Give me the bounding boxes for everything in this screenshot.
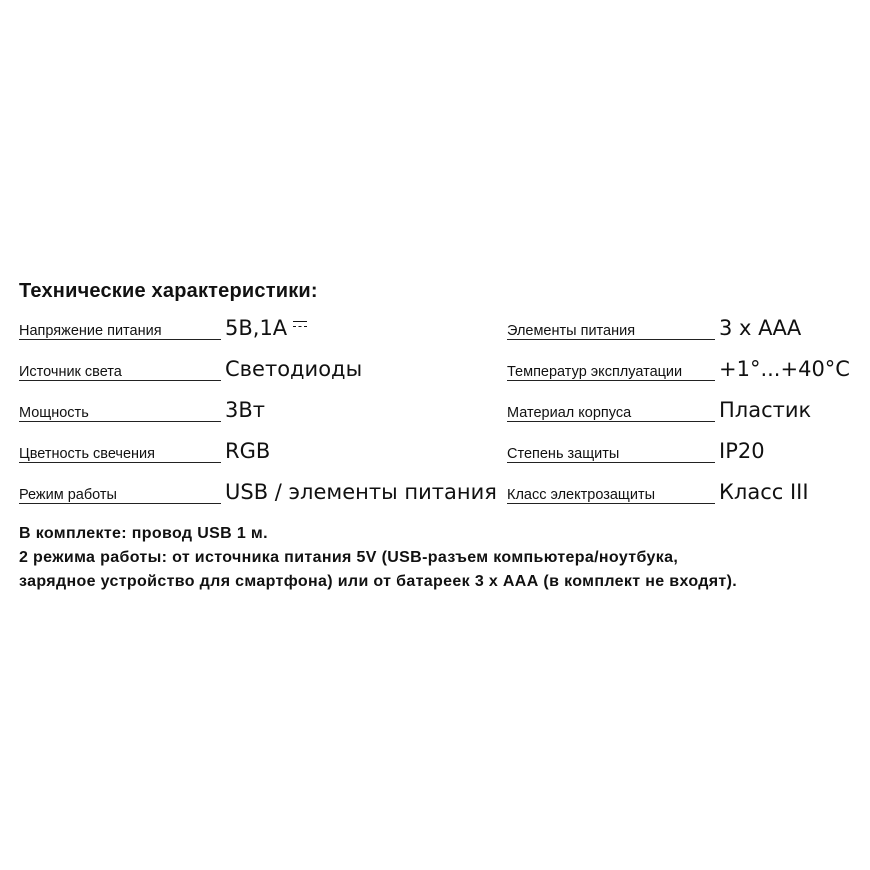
spec-value: RGB — [225, 439, 271, 463]
spec-row-protection — [507, 431, 857, 463]
spec-underline — [507, 380, 715, 381]
spec-label: Элементы питания — [507, 323, 636, 339]
spec-row-material — [507, 390, 857, 422]
spec-value: 3Вт — [225, 398, 266, 422]
spec-value: USB / элементы питания — [225, 480, 497, 504]
dc-current-icon — [293, 321, 307, 329]
package-notes — [19, 522, 864, 594]
spec-label: Напряжение питания — [19, 323, 162, 339]
spec-underline — [507, 339, 715, 340]
spec-underline — [19, 503, 221, 504]
spec-value: Класс III — [719, 480, 809, 504]
spec-value: +1°...+40°C — [719, 357, 850, 381]
spec-value: Пластик — [719, 398, 812, 422]
spec-value: IP20 — [719, 439, 765, 463]
spec-label: Мощность — [19, 405, 89, 421]
notes-line-2: 2 режима работы: от источника питания 5V (USB-разъем компьютера/ноутбука, — [19, 549, 679, 566]
spec-label: Класс электрозащиты — [507, 487, 656, 503]
spec-underline — [19, 339, 221, 340]
spec-underline — [19, 380, 221, 381]
spec-row-light-source — [19, 349, 489, 381]
spec-label: Материал корпуса — [507, 405, 632, 421]
spec-underline — [507, 421, 715, 422]
spec-value: 5В,1А — [225, 316, 307, 340]
spec-underline — [507, 503, 715, 504]
spec-underline — [19, 421, 221, 422]
spec-value: 3 х ААА — [719, 316, 802, 340]
spec-row-temperature — [507, 349, 857, 381]
spec-row-color — [19, 431, 489, 463]
spec-label: Температур эксплуатации — [507, 364, 683, 380]
specs-title: Технические характеристики: — [19, 280, 318, 302]
notes-line-1: В комплекте: провод USB 1 м. — [19, 525, 268, 542]
spec-row-electro-class — [507, 472, 857, 504]
spec-row-batteries — [507, 308, 857, 340]
spec-label: Цветность свечения — [19, 446, 155, 462]
notes-line-3: зарядное устройство для смартфона) или от батареек 3 х ААА (в комплект не входят). — [19, 573, 738, 590]
spec-label: Источник света — [19, 364, 122, 380]
spec-underline — [19, 462, 221, 463]
spec-row-mode — [19, 472, 497, 504]
spec-value: Светодиоды — [225, 357, 363, 381]
spec-row-voltage — [19, 308, 489, 340]
spec-row-power — [19, 390, 489, 422]
spec-underline — [507, 462, 715, 463]
spec-label: Режим работы — [19, 487, 117, 503]
spec-label: Степень защиты — [507, 446, 620, 462]
